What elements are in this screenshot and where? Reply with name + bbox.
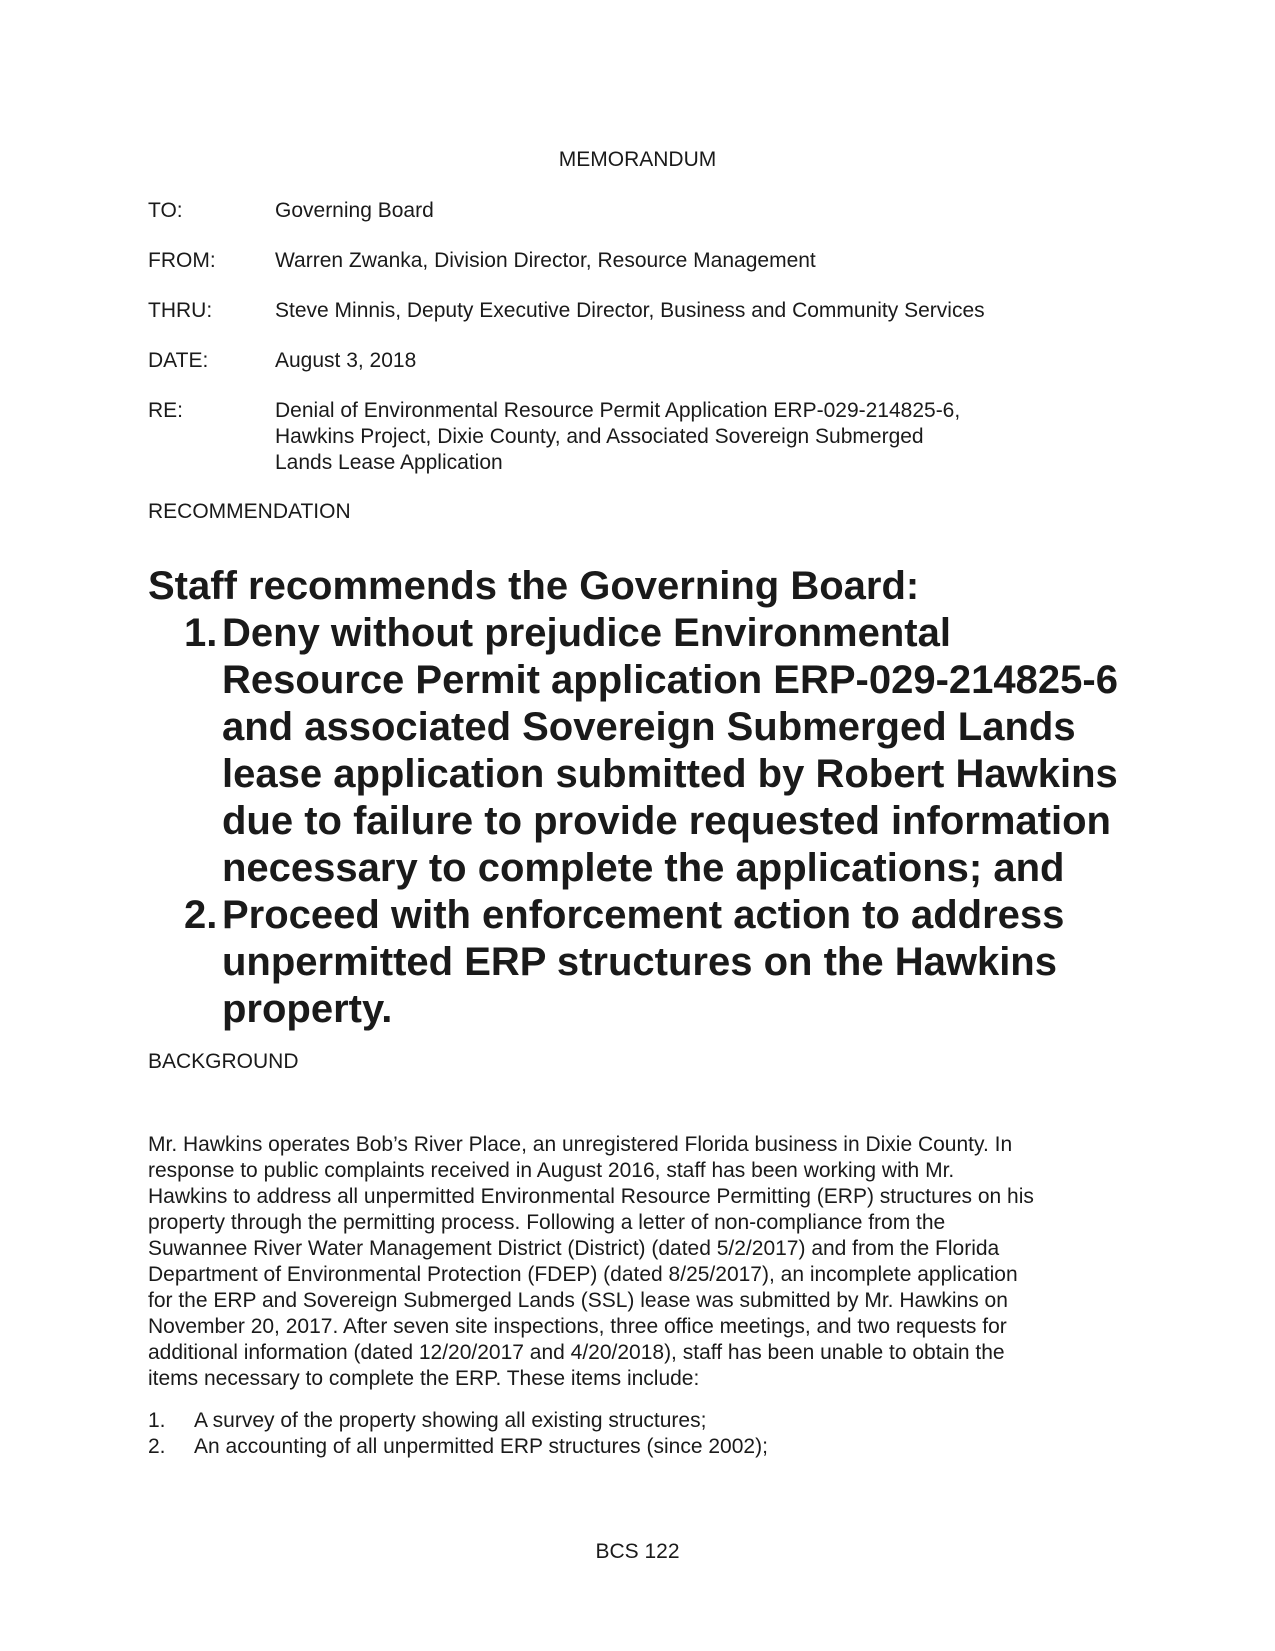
background-line: Department of Environmental Protection (FDEP) (dated 8/25/2017), an incomplete application: [148, 1263, 1018, 1286]
background-item-number: 1.: [148, 1409, 166, 1432]
recommendation-line: lease application submitted by Robert Hawkins: [222, 752, 1118, 796]
background-line: Mr. Hawkins operates Bob’s River Place, an unregistered Florida business in Dixie County. In: [148, 1133, 1013, 1156]
re-line: Hawkins Project, Dixie County, and Associated Sovereign Submerged: [275, 425, 924, 448]
to-label: TO:: [148, 199, 183, 222]
background-item-list: [148, 1408, 1128, 1460]
to-value: Governing Board: [275, 199, 434, 222]
recommendation-line: unpermitted ERP structures on the Hawkins: [222, 940, 1057, 984]
background-line: response to public complaints received in August 2016, staff has been working with Mr.: [148, 1159, 955, 1182]
background-item-text: A survey of the property showing all existing structures;: [194, 1409, 707, 1432]
background-list-item: [148, 1408, 1128, 1434]
re-line: Denial of Environmental Resource Permit Application ERP-029-214825-6,: [275, 399, 961, 422]
thru-value: Steve Minnis, Deputy Executive Director, Business and Community Services: [275, 299, 985, 322]
recommendation-line: necessary to complete the applications; and: [222, 846, 1065, 890]
background-line: Suwannee River Water Management District (District) (dated 5/2/2017) and from the Florida: [148, 1237, 1000, 1260]
thru-label: THRU:: [148, 299, 213, 322]
from-value: Warren Zwanka, Division Director, Resource Management: [275, 249, 816, 272]
background-line: additional information (dated 12/20/2017 and 4/20/2018), staff has been unable to obtain the: [148, 1341, 1005, 1364]
re-label: RE:: [148, 399, 184, 422]
recommendation-line: Proceed with enforcement action to address: [222, 893, 1065, 937]
re-value: [275, 398, 1155, 476]
background-item-number: 2.: [148, 1435, 166, 1458]
background-heading: BACKGROUND: [148, 1050, 299, 1073]
background-list-item: [148, 1434, 1128, 1460]
page-number-footer: BCS 122: [595, 1540, 680, 1563]
background-line: for the ERP and Sovereign Submerged Lands (SSL) lease was submitted by Mr. Hawkins on: [148, 1289, 1008, 1312]
recommendation-heading: RECOMMENDATION: [148, 500, 351, 523]
background-line: property through the permitting process. Following a letter of non-compliance from the: [148, 1211, 946, 1234]
recommendation-line: and associated Sovereign Submerged Lands: [222, 705, 1076, 749]
recommendation-line: due to failure to provide requested information: [222, 799, 1111, 843]
date-label: DATE:: [148, 349, 209, 372]
background-item-text: An accounting of all unpermitted ERP structures (since 2002);: [194, 1435, 768, 1458]
recommendation-item: [148, 892, 1148, 1033]
background-paragraph: [148, 1132, 1128, 1392]
recommendation-item: [148, 610, 1148, 892]
recommendation-line: property.: [222, 987, 393, 1031]
background-line: Hawkins to address all unpermitted Environmental Resource Permitting (ERP) structures on his: [148, 1185, 1034, 1208]
background-line: November 20, 2017. After seven site inspections, three office meetings, and two requests for: [148, 1315, 1007, 1338]
recommendation-line: Resource Permit application ERP-029-214825-6: [222, 658, 1118, 702]
memo-title: MEMORANDUM: [558, 148, 717, 171]
from-label: FROM:: [148, 249, 216, 272]
recommendation-line: Deny without prejudice Environmental: [222, 611, 951, 655]
date-value: August 3, 2018: [275, 349, 417, 372]
recommendation-lead: Staff recommends the Governing Board:: [148, 564, 920, 608]
background-line: items necessary to complete the ERP. These items include:: [148, 1367, 700, 1390]
re-line: Lands Lease Application: [275, 451, 503, 474]
recommendation-list: [148, 610, 1148, 1033]
recommendation-item-number: 2.: [184, 893, 218, 937]
recommendation-item-number: 1.: [184, 611, 218, 655]
